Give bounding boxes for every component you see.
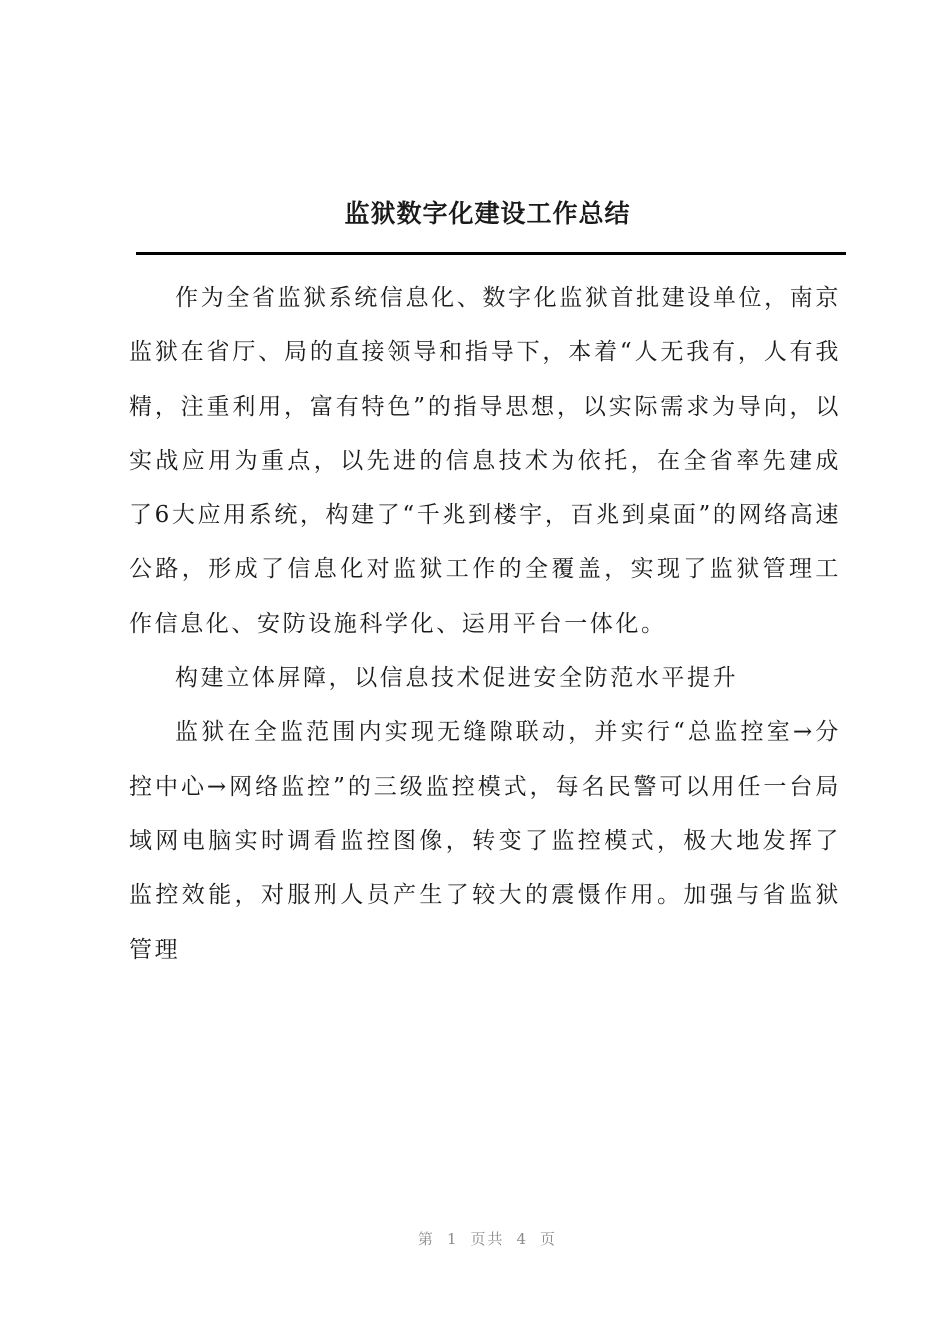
footer-prefix: 第 [417, 1230, 435, 1248]
title-underline [136, 252, 846, 255]
footer-middle: 页共 [470, 1230, 505, 1248]
document-title: 监狱数字化建设工作总结 [344, 199, 631, 228]
footer-total-pages: 4 [516, 1230, 529, 1248]
paragraph-heading: 构建立体屏障，以信息技术促进安全防范水平提升 [175, 665, 739, 692]
paragraph-monitoring: 监狱在全监范围内实现无缝隙联动，并实行“总监控室→分控中心→网络监控”的三级监控模式，每名民警可以用任一台局域网电脑实时调看监控图像，转变了监控模式，极大地发挥了监控效能，对服刑人员产生了较大的震慑作用。加强与省监狱管理 [129, 719, 841, 963]
footer-page-number: 1 [446, 1230, 459, 1248]
paragraph-intro: 作为全省监狱系统信息化、数字化监狱首批建设单位，南京监狱在省厅、局的直接领导和指导下，本着“人无我有，人有我精，注重利用，富有特色”的指导思想，以实际需求为导向，以实战应用为重点，以先进的信息技术为依托，在全省率先建成了6大应用系统，构建了“千兆到楼宇，百兆到桌面”的网络高速公路，形成了信息化对监狱工作的全覆盖，实现了监狱管理工作信息化、安防设施科学化、运用平台一体化。 [129, 285, 841, 637]
page-footer [0, 1228, 950, 1249]
footer-suffix: 页 [540, 1230, 558, 1248]
document-body [129, 271, 841, 977]
